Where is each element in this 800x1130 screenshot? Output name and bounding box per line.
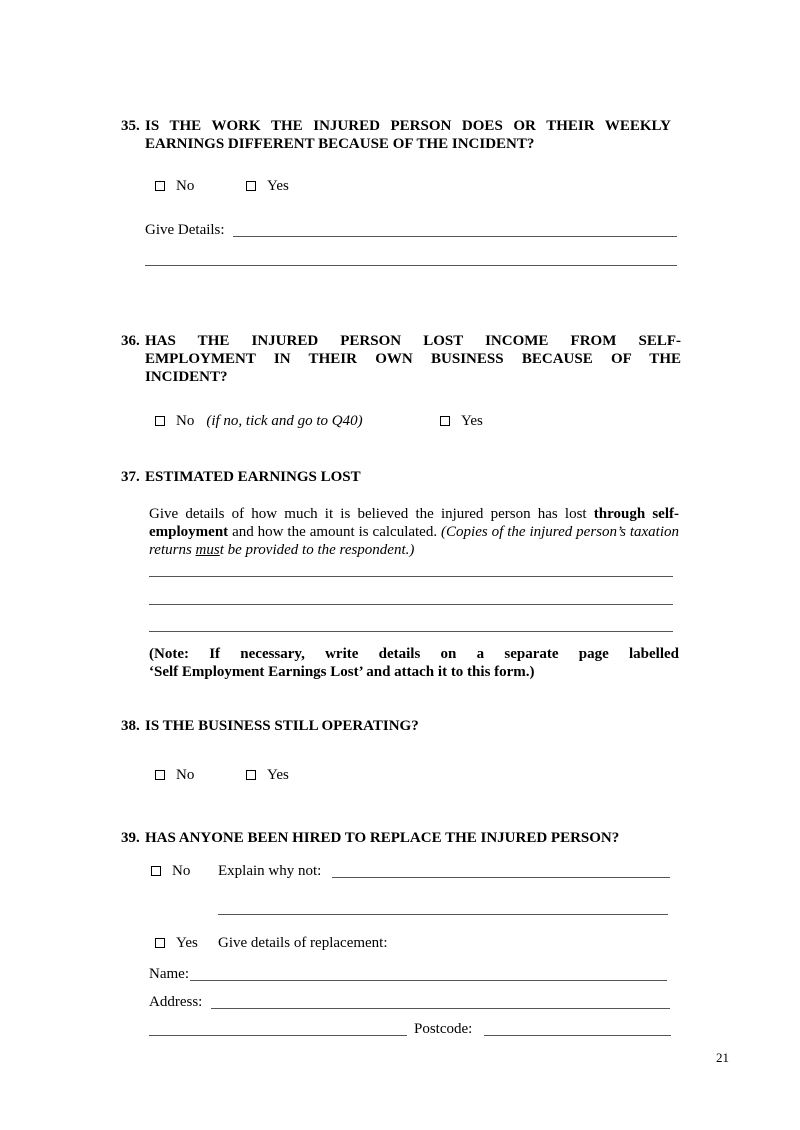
q35-yes-checkbox[interactable] (246, 181, 256, 191)
q39-option-yes[interactable] (155, 934, 198, 952)
q36-no-checkbox[interactable] (155, 416, 165, 426)
q36-no-label: No (176, 413, 195, 429)
q37-para-part1: Give details of how much it is believed the injured person has lost (149, 506, 594, 522)
q38-heading (121, 717, 681, 737)
q37-para-italic2: t be provided to the respondent.) (219, 542, 415, 558)
q37-details-field-3[interactable] (149, 631, 673, 632)
q36-no-hint: (if no, tick and go to Q40) (206, 413, 363, 429)
q36-number: 36. (121, 333, 140, 349)
q36-title (145, 332, 681, 386)
q39-postcode-field[interactable] (484, 1035, 671, 1036)
q39-name-field[interactable] (190, 980, 667, 981)
q39-number: 39. (121, 830, 140, 846)
q37-heading (121, 468, 681, 488)
q39-yes-checkbox[interactable] (155, 938, 165, 948)
q39-heading (121, 829, 681, 849)
q37-para-bold: through self-employment (149, 506, 679, 540)
q35-number: 35. (121, 118, 140, 134)
q39-no-label: No (172, 863, 191, 879)
q35-yes-label: Yes (267, 178, 289, 194)
q37-note-line1: (Note: If necessary, write details on a separate page labelled (149, 646, 679, 662)
q39-explain-label: Explain why not: (218, 863, 322, 879)
q38-no-checkbox[interactable] (155, 770, 165, 780)
q38-number: 38. (121, 718, 140, 734)
q38-option-yes[interactable] (246, 766, 289, 784)
q35-details-label: Give Details: (145, 222, 225, 238)
q35-no-checkbox[interactable] (155, 181, 165, 191)
q39-explain-field-1[interactable] (332, 877, 670, 878)
q39-replacement-label: Give details of replacement: (218, 935, 388, 951)
q38-yes-checkbox[interactable] (246, 770, 256, 780)
q37-instructions (149, 505, 679, 559)
q38-no-label: No (176, 767, 195, 783)
q36-title-line3: INCIDENT? (145, 369, 228, 385)
q36-title-line1: HAS THE INJURED PERSON LOST INCOME FROM SELF- (145, 333, 681, 349)
q36-heading (121, 332, 681, 392)
q37-number: 37. (121, 469, 140, 485)
q37-para-italic1: (Copies of the injured person’s taxation returns (149, 524, 679, 558)
q37-para-italic-underlined: mus (195, 542, 220, 558)
q39-no-checkbox[interactable] (151, 866, 161, 876)
q35-heading (121, 117, 681, 157)
q39-postcode-label: Postcode: (414, 1021, 473, 1037)
q37-note (149, 645, 679, 681)
q38-yes-label: Yes (267, 767, 289, 783)
q37-title: ESTIMATED EARNINGS LOST (145, 469, 361, 485)
q35-title-line1: IS THE WORK THE INJURED PERSON DOES OR THEIR WEEKLY (145, 118, 671, 134)
q36-option-no[interactable] (155, 412, 363, 430)
q36-yes-checkbox[interactable] (440, 416, 450, 426)
q35-details-field-1[interactable] (233, 236, 677, 237)
q39-address-field-1[interactable] (211, 1008, 670, 1009)
q35-title (145, 117, 681, 153)
q35-option-yes[interactable] (246, 177, 289, 195)
q35-option-no[interactable] (155, 177, 194, 195)
q35-no-label: No (176, 178, 195, 194)
q39-explain-field-2[interactable] (218, 914, 668, 915)
q39-address-label: Address: (149, 994, 203, 1010)
q37-details-field-1[interactable] (149, 576, 673, 577)
q35-details-field-2[interactable] (145, 265, 677, 266)
q37-details-field-2[interactable] (149, 604, 673, 605)
q38-title: IS THE BUSINESS STILL OPERATING? (145, 718, 419, 734)
q38-option-no[interactable] (155, 766, 194, 784)
q36-option-yes[interactable] (440, 412, 483, 430)
q39-option-no[interactable] (151, 862, 190, 880)
q39-yes-label: Yes (176, 935, 198, 951)
q37-para-part2: and how the amount is calculated. (228, 524, 442, 540)
q39-address-field-2[interactable] (149, 1035, 407, 1036)
q35-title-line2: EARNINGS DIFFERENT BECAUSE OF THE INCIDENT? (145, 136, 535, 152)
page-number: 21 (716, 1050, 729, 1065)
q37-note-line2: ‘Self Employment Earnings Lost’ and attach it to this form.) (149, 664, 535, 680)
q36-title-line2: EMPLOYMENT IN THEIR OWN BUSINESS BECAUSE OF THE (145, 351, 681, 367)
q39-title: HAS ANYONE BEEN HIRED TO REPLACE THE INJURED PERSON? (145, 830, 620, 846)
q36-yes-label: Yes (461, 413, 483, 429)
q39-name-label: Name: (149, 966, 189, 982)
